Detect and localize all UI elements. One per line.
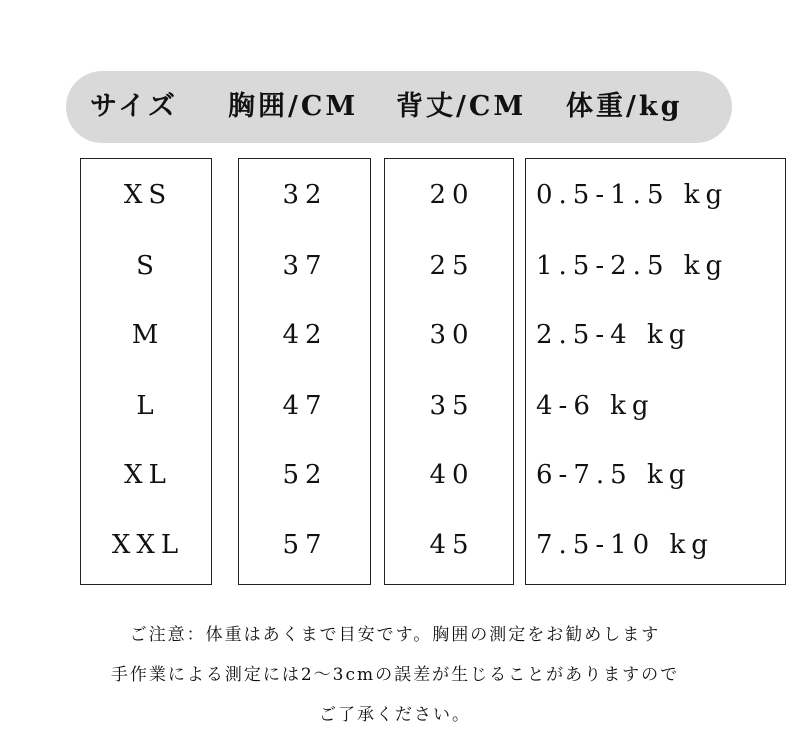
header-size: サイズ xyxy=(90,91,178,122)
size-cell: M xyxy=(131,320,165,350)
size-cell: L xyxy=(136,391,160,421)
weight-cell: 6-7.5 kg xyxy=(536,460,692,490)
header-weight: 体重/kg xyxy=(566,91,683,122)
size-cell: XS xyxy=(123,180,173,210)
chest-cell: 42 xyxy=(282,320,328,350)
weight-cell: 1.5-2.5 kg xyxy=(536,251,729,281)
weight-cell: 4-6 kg xyxy=(536,391,655,421)
size-cell: S xyxy=(136,251,160,281)
size-cell: XL xyxy=(124,460,172,490)
back-length-cell: 25 xyxy=(429,251,475,281)
column-back-length xyxy=(384,158,514,585)
column-weight xyxy=(525,158,786,585)
back-length-cell: 35 xyxy=(429,391,475,421)
header-chest: 胸囲/CM xyxy=(228,91,359,122)
back-length-cell: 45 xyxy=(429,530,475,560)
back-length-cell: 40 xyxy=(429,460,475,490)
weight-cell: 7.5-10 kg xyxy=(536,530,714,560)
note-line-3: ご了承ください。 xyxy=(319,705,471,725)
column-size xyxy=(80,158,212,585)
column-chest xyxy=(238,158,371,585)
note-line-1: ご注意：体重はあくまで目安です。胸囲の測定をお勧めします xyxy=(129,625,661,645)
header-back-length: 背丈/CM xyxy=(396,91,527,122)
chest-cell: 32 xyxy=(282,180,328,210)
note-line-2: 手作業による測定には2～3cmの誤差が生じることがありますので xyxy=(110,665,680,685)
chest-cell: 57 xyxy=(282,530,328,560)
chest-cell: 37 xyxy=(282,251,328,281)
back-length-cell: 30 xyxy=(429,320,475,350)
chest-cell: 52 xyxy=(282,460,328,490)
weight-cell: 2.5-4 kg xyxy=(536,320,692,350)
chest-cell: 47 xyxy=(282,391,328,421)
weight-cell: 0.5-1.5 kg xyxy=(536,180,729,210)
size-cell: XXL xyxy=(111,530,185,560)
back-length-cell: 20 xyxy=(429,180,475,210)
